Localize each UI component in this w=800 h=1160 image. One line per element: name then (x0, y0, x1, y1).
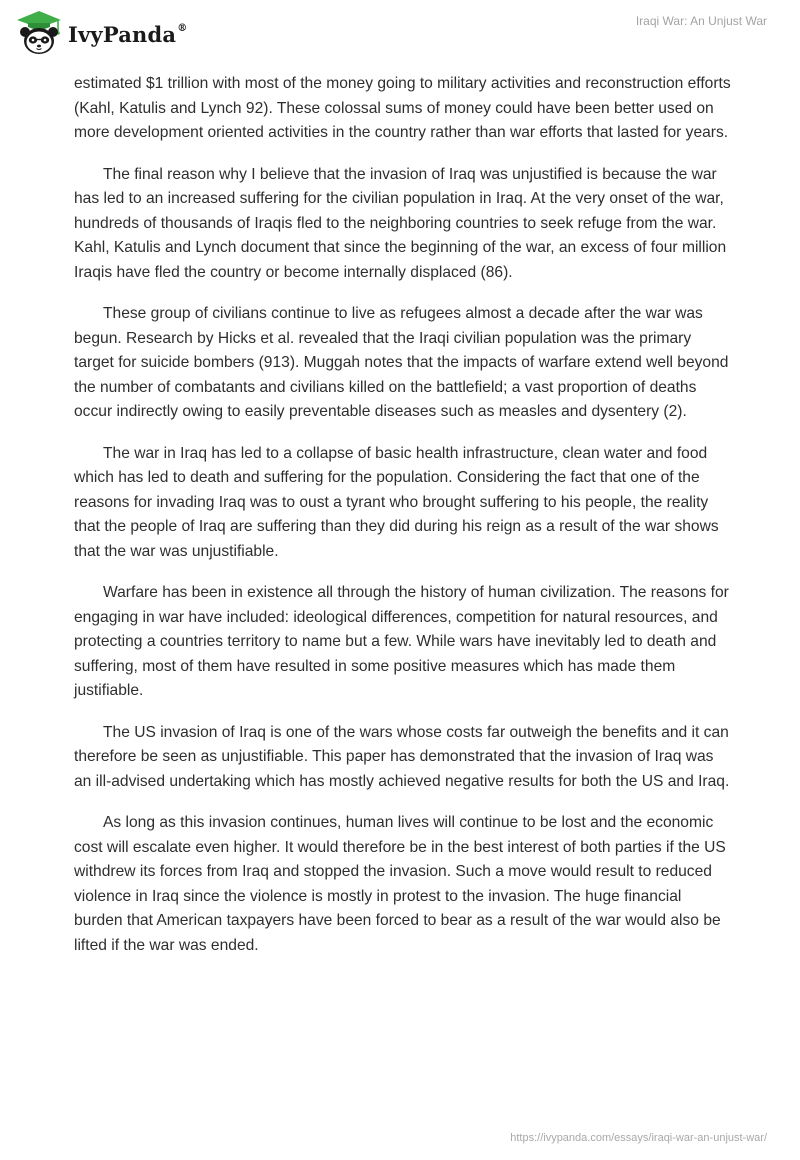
paragraph: estimated $1 trillion with most of the money going to military activities and reconstruction efforts (Kahl, Katulis and Lynch 92). These colossal sums of money could have been better used on more development oriented activities in the country rather than war efforts that lasted for years. (74, 75, 731, 141)
ivypanda-logo[interactable] (14, 8, 187, 58)
registered-mark: ® (177, 22, 188, 34)
page-header (0, 0, 800, 70)
brand-name (68, 22, 187, 47)
paragraph: Warfare has been in existence all through the history of human civilization. The reasons for engaging in war have included: ideological differences, competition for natural resources, and protecting a countries territory to name but a few. While wars have inevitably led to death and suffering, most of them have resulted in some positive measures which has made them justifiable. (74, 584, 729, 699)
paragraph: The war in Iraq has led to a collapse of basic health infrastructure, clean water and food which has led to death and suffering for the population. Considering the fact that one of the reasons for invading Iraq was to oust a tyrant who brought suffering to his people, the reality that the people of Iraq are suffering than they did during his reign as a result of the war shows that the war was unjustifiable. (74, 444, 719, 560)
paragraph: The final reason why I believe that the invasion of Iraq was unjustified is because the war has led to an increased suffering for the civilian population in Iraq. At the very onset of the war, hundreds of thousands of Iraqis fled to the neighboring countries to seek refuge from the war. Kahl, Katulis and Lynch document that since the beginning of the war, an excess of four million Iraqis have fled the country or become internally displaced (86). (74, 165, 727, 281)
brand-text: IvyPanda (68, 21, 177, 47)
essay-body (74, 72, 734, 975)
document-title: Iraqi War: An Unjust War (635, 14, 767, 28)
paragraph: The US invasion of Iraq is one of the wars whose costs far outweigh the benefits and it can therefore be seen as unjustifiable. This paper has demonstrated that the invasion of Iraq was an ill-advised undertaking which has mostly achieved negative results for both the US and Iraq. (74, 723, 730, 790)
panda-graduation-cap-icon (14, 8, 64, 58)
paragraph: These group of civilians continue to live as refugees almost a decade after the war was begun. Research by Hicks et al. revealed that the Iraqi civilian population was the primary target for suicide bombers (913). Muggah notes that the impacts of warfare extend well beyond the number of combatants and civilians killed on the battlefield; a vast proportion of deaths occur indirectly owing to easily preventable diseases such as measles and dysentery (2). (74, 305, 729, 420)
source-url[interactable]: https://ivypanda.com/essays/iraqi-war-an-unjust-war/ (510, 1132, 767, 1144)
paragraph: As long as this invasion continues, human lives will continue to be lost and the economic cost will escalate even higher. It would therefore be in the best interest of both parties if the US withdrew its forces from Iraq and stopped the invasion. Such a move would result to reduced violence in Iraq since the violence is mostly in protest to the invasion. The huge financial burden that American taxpayers have been forced to bear as a result of the war would also be lifted if the war was ended. (74, 814, 726, 954)
